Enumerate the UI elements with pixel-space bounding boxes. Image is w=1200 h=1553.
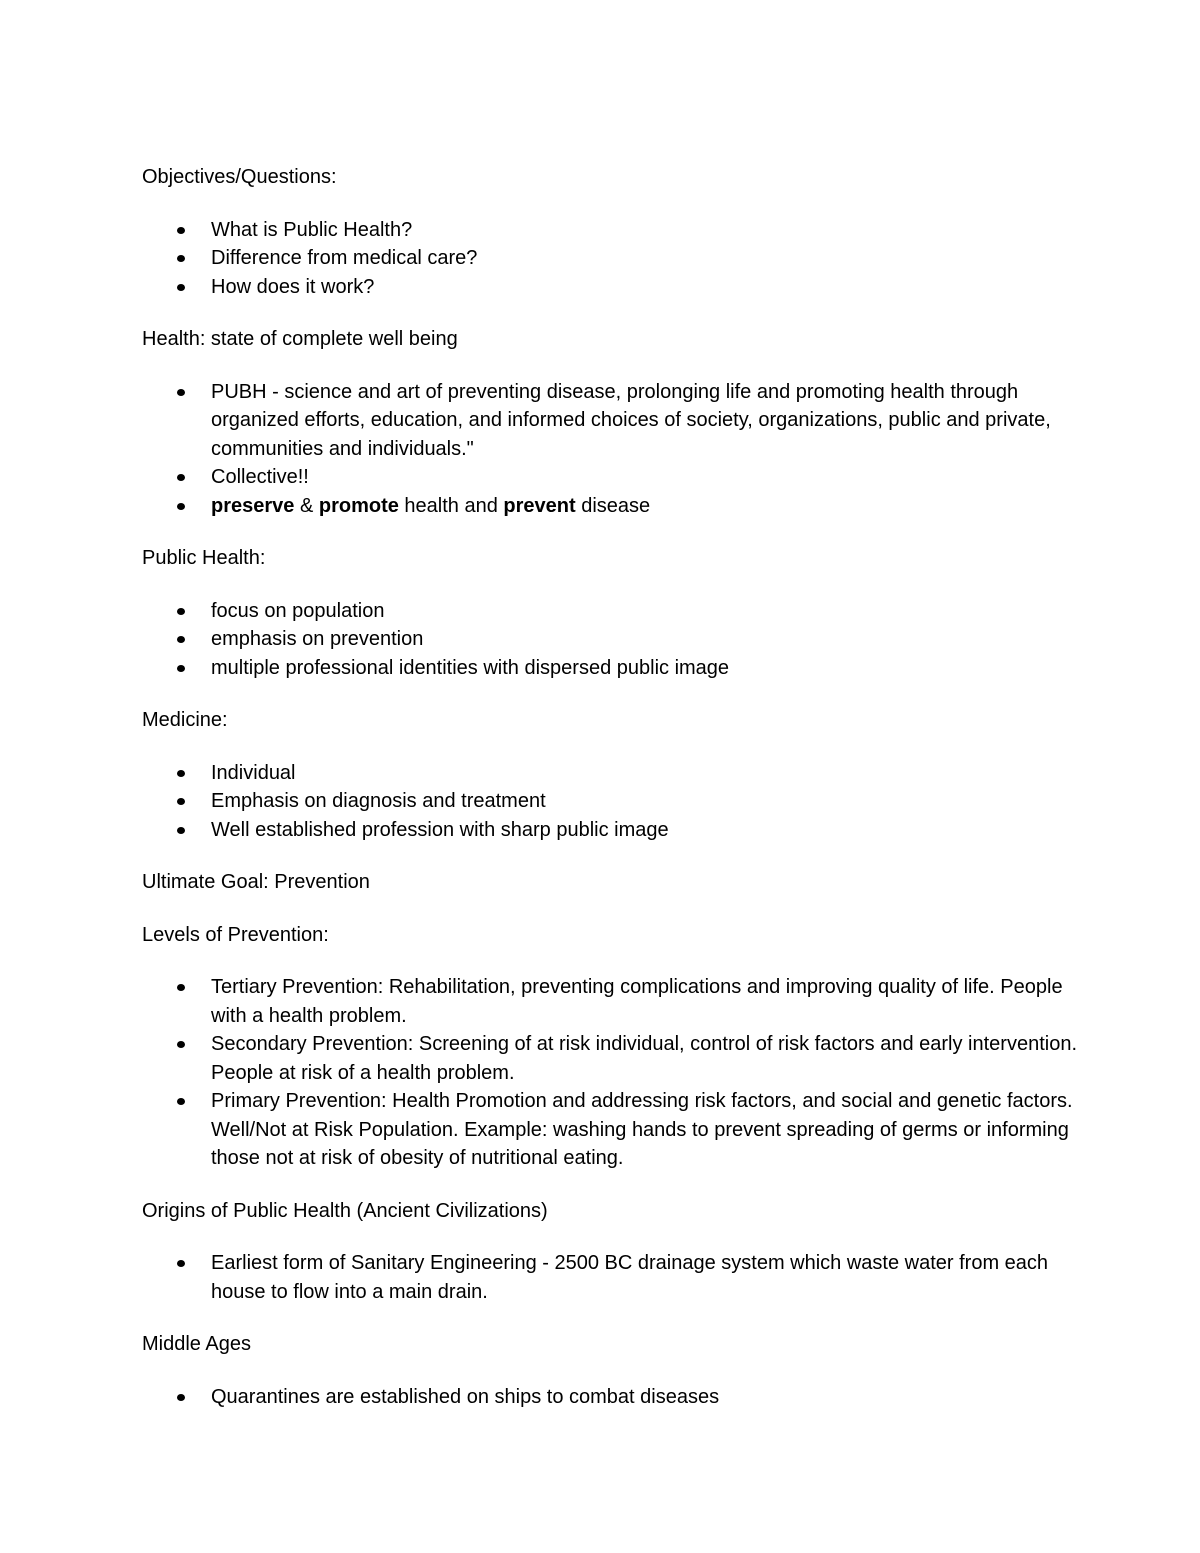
bullet-icon <box>177 255 185 262</box>
bullet-icon <box>177 1394 185 1401</box>
health-list <box>142 378 1082 521</box>
bullet-icon <box>177 503 185 510</box>
list-item: Primary Prevention: Health Promotion and addressing risk factors, and social and genetic factors. Well/Not at Risk Population. Example: washing hands to prevent spreading of germs or informing those not at risk of obesity of nutritional eating. <box>211 1087 1082 1173</box>
emphasis-word: promote <box>318 494 399 517</box>
bullet-icon <box>177 665 185 672</box>
bullet-icon <box>177 636 185 643</box>
list-item: Tertiary Prevention: Rehabilitation, preventing complications and improving quality of life. People with a health problem. <box>211 973 1082 1030</box>
origins-list <box>142 1249 1082 1306</box>
list-item: Secondary Prevention: Screening of at risk individual, control of risk factors and early intervention. People at risk of a health problem. <box>211 1030 1082 1087</box>
bullet-icon <box>177 227 185 234</box>
document-page <box>142 163 1082 1435</box>
list-item: Earliest form of Sanitary Engineering - 2500 BC drainage system which waste water from each house to flow into a main drain. <box>211 1249 1082 1306</box>
list-item: What is Public Health? <box>211 216 1082 245</box>
list-item: How does it work? <box>211 273 1082 302</box>
heading-medicine: Medicine: <box>142 709 228 731</box>
bullet-icon <box>177 798 185 805</box>
objectives-list <box>142 216 1082 302</box>
list-item: emphasis on prevention <box>211 625 1082 654</box>
emphasis-word: preserve <box>211 494 295 517</box>
list-item: Difference from medical care? <box>211 244 1082 273</box>
bullet-icon <box>177 984 185 991</box>
heading-ultimate-goal: Ultimate Goal: Prevention <box>142 871 370 893</box>
bullet-icon <box>177 1041 185 1048</box>
list-item: Emphasis on diagnosis and treatment <box>211 787 1082 816</box>
bullet-icon <box>177 827 185 834</box>
heading-levels-of-prevention: Levels of Prevention: <box>142 923 329 946</box>
list-item: multiple professional identities with dispersed public image <box>211 654 1082 683</box>
heading-origins: Origins of Public Health (Ancient Civilizations) <box>142 1199 548 1222</box>
list-item: preserve & promote health and prevent disease <box>211 492 1082 521</box>
bullet-icon <box>177 284 185 291</box>
heading-health: Health: state of complete well being <box>142 328 458 350</box>
bullet-icon <box>177 770 185 777</box>
public-health-list <box>142 597 1082 683</box>
emphasis-word: prevent <box>503 494 576 517</box>
heading-middle-ages: Middle Ages <box>142 1333 251 1355</box>
heading-objectives: Objectives/Questions: <box>142 166 337 188</box>
bullet-icon <box>177 1260 185 1267</box>
prevention-levels-list <box>142 973 1082 1173</box>
list-item: Well established profession with sharp public image <box>211 816 1082 845</box>
list-item: focus on population <box>211 597 1082 626</box>
bullet-icon <box>177 608 185 615</box>
medicine-list <box>142 759 1082 845</box>
heading-public-health: Public Health: <box>142 547 266 569</box>
bullet-icon <box>177 1098 185 1105</box>
bullet-icon <box>177 389 185 396</box>
list-item: Quarantines are established on ships to combat diseases <box>211 1383 1082 1412</box>
list-item: Collective!! <box>211 463 1082 492</box>
middle-ages-list <box>142 1383 1082 1412</box>
bullet-icon <box>177 474 185 481</box>
list-item: Individual <box>211 759 1082 788</box>
list-item: PUBH - science and art of preventing disease, prolonging life and promoting health through organized efforts, education, and informed choices of society, organizations, public and private, communities and individuals." <box>211 378 1082 464</box>
